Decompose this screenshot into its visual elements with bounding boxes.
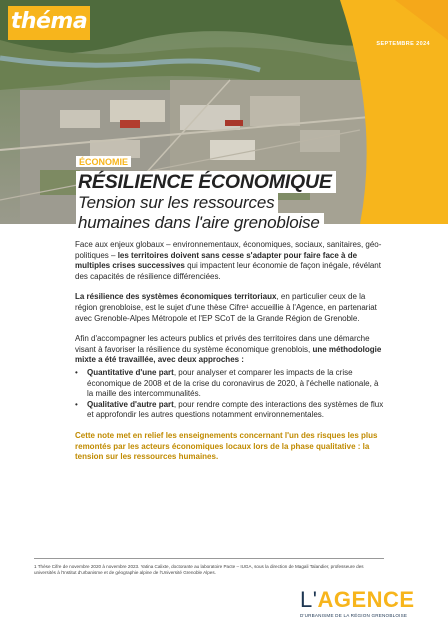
intro-paragraph (75, 240, 385, 282)
title-block (76, 152, 376, 233)
publication-date: SEPTEMBRE 2024 (376, 41, 430, 47)
agency-logo (300, 588, 440, 618)
category-label: ÉCONOMIE (76, 156, 131, 167)
subtitle-line-2: humaines dans l'aire grenobloise (76, 213, 324, 233)
bullet-quantitative-text: , pour analyser et comparer les impacts de la crise économique de 2008 et de la crise du coronavirus de 2020, à l'échelle nationale, à la maille des intercommunalités. (87, 367, 379, 399)
page-title: RÉSILIENCE ÉCONOMIQUE (76, 171, 336, 193)
resilience-paragraph (75, 292, 385, 324)
agency-logo-prefix: L' (300, 587, 318, 612)
method-text-bold: une méthodologie mixte a été travaillée, avec deux approches : (75, 344, 382, 365)
method-text: Afin d'accompagner les acteurs publics et privés des territoires dans une démarche visant à favoriser la résilience du système économique grenoblois, (75, 334, 370, 354)
intro-text-bold: les territoires doivent sans cesse s'adapter pour faire face à de multiples crises successives (75, 250, 358, 271)
list-item (75, 400, 385, 421)
bullet-quantitative-title: Quantitative d'une part (87, 367, 174, 377)
method-paragraph (75, 334, 385, 366)
intro-text-2: qui impactent leur économie de façon inégale, révélant des capacités de résilience différenciées. (75, 261, 381, 281)
footnote: 1 Thèse Cifre de novembre 2020 à novembre 2023. Yatina Calixte, doctorante au laboratoire Pacte – IUGA, sous la direction de Magali Talandier, professeure des universités à l'Institut d'urbanisme et de géographie alpine de l'Université Grenoble Alpes. (34, 558, 384, 577)
conclusion-paragraph: Cette note met en relief les enseignements concernant l'un des risques les plus remontés par les acteurs économiques locaux lors de la phase qualitative : la tension sur les ressources humaines. (75, 430, 378, 462)
article-body (75, 240, 385, 473)
agency-logo-main: AGENCE (317, 587, 415, 612)
bullet-qualitative-title: Qualitative d'autre part (87, 399, 174, 409)
subtitle-line-1: Tension sur les ressources (76, 193, 278, 213)
approach-list (75, 368, 385, 421)
brand-logo: théma (8, 6, 90, 40)
bullet-qualitative-text: , pour rendre compte des interactions des systèmes de flux et approfondir les autres questions notamment environnementales. (87, 399, 384, 420)
resilience-text-bold: La résilience des systèmes économiques territoriaux (75, 292, 277, 302)
resilience-text: , en particulier ceux de la région grenobloise, est le sujet d'une thèse Cifre¹ accueillie à l'Agence, en partenariat avec Grenoble-Alpes Métropole et l'EP SCoT de la Grande Région de Grenoble. (75, 292, 377, 323)
list-item (75, 368, 385, 400)
agency-logo-tagline: D'URBANISME DE LA RÉGION GRENOBLOISE (300, 613, 408, 618)
agency-logo-wordmark (300, 588, 440, 612)
intro-text-1: Face aux enjeux globaux – environnementaux, économiques, sociaux, sanitaires, géo-politiques – (75, 240, 382, 260)
